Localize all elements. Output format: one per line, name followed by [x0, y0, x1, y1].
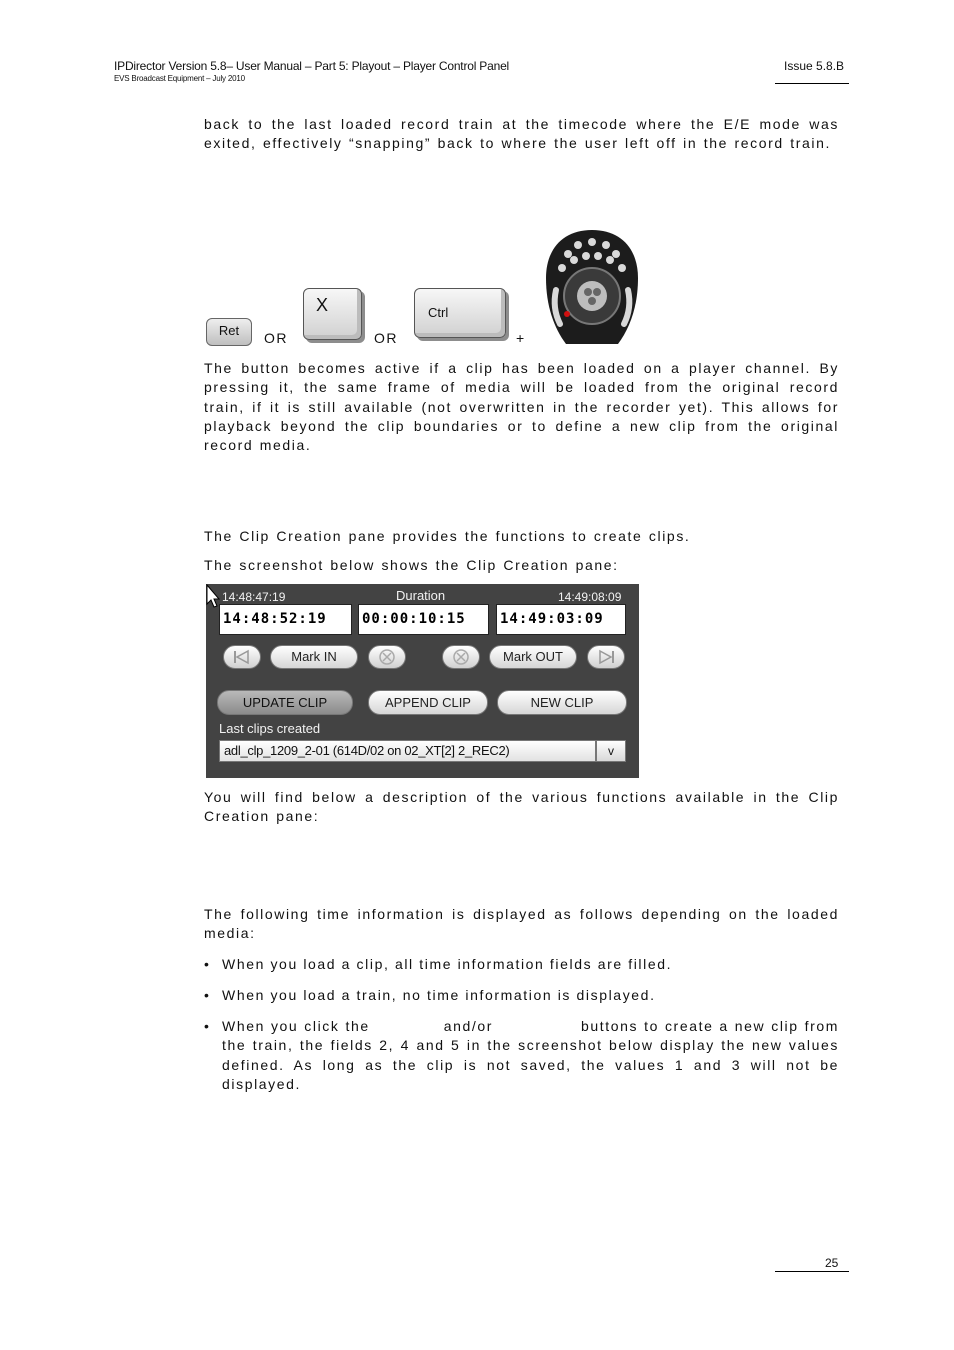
list-item-text: When you load a clip, all time information fields are filled. — [222, 956, 673, 972]
go-to-in-button[interactable] — [223, 645, 261, 669]
footer-rule — [775, 1271, 849, 1272]
go-to-out-button[interactable] — [587, 645, 625, 669]
page-number: 25 — [825, 1256, 839, 1270]
shuttle-remote-icon — [544, 228, 640, 348]
dropdown-arrow-button[interactable]: v — [596, 740, 626, 762]
list-item-text — [222, 1017, 839, 1094]
plus-label: + — [516, 330, 526, 346]
skip-to-end-icon — [588, 646, 624, 668]
bullet3-part-b: and/or — [443, 1018, 494, 1034]
append-clip-button[interactable]: APPEND CLIP — [368, 690, 488, 715]
x-keyboard-key — [303, 288, 362, 340]
mark-out-button[interactable]: Mark OUT — [489, 645, 577, 669]
clear-in-button[interactable] — [368, 645, 406, 669]
bullet-dot: • — [204, 956, 211, 972]
clear-icon — [369, 646, 405, 668]
clear-out-button[interactable] — [442, 645, 480, 669]
ctrl-keyboard-key — [414, 288, 506, 338]
list-item-text: When you load a train, no time information is displayed. — [222, 987, 656, 1003]
timecode-duration-field[interactable]: 00:00:10:15 — [358, 604, 489, 635]
new-clip-button[interactable]: NEW CLIP — [497, 690, 627, 715]
time-info-paragraph: The following time information is displayed as follows depending on the loaded media: — [204, 906, 839, 942]
update-clip-button[interactable]: UPDATE CLIP — [217, 690, 353, 715]
clip-creation-pane — [206, 584, 639, 778]
mouse-pointer-icon — [206, 584, 220, 608]
clip-creation-paragraph: The Clip Creation pane provides the functions to create clips. — [204, 528, 691, 544]
duration-label: Duration — [396, 588, 446, 603]
ret-paragraph: The button becomes active if a clip has been loaded on a player channel. By pressing it, the same frame of media will be loaded from the original record train, if it is still available (not overwritten in the recorder yet). This allows for playback beyond the clip boundaries or to define a new clip from the original record media. — [204, 360, 839, 454]
bullet3-part-a: When you click the — [222, 1018, 370, 1034]
x-key-label: X — [316, 295, 329, 315]
clear-icon — [443, 646, 479, 668]
or-label-2: OR — [374, 330, 398, 346]
bullet3-part-c: buttons to create a new clip from the train, the fields 2, 4 and 5 in the screenshot below display the new values defined. As long as the clip is not saved, the values 1 and 3 will not be displayed. — [222, 1018, 840, 1092]
bullet-dot: • — [204, 1018, 211, 1034]
header-title: IPDirector Version 5.8– User Manual – Part 5: Playout – Player Control Panel — [114, 59, 510, 73]
header-rule — [775, 83, 849, 84]
mark-in-button[interactable]: Mark IN — [270, 645, 358, 669]
bullet-dot: • — [204, 987, 211, 1003]
header-subtitle: EVS Broadcast Equipment – July 2010 — [114, 74, 245, 83]
timecode-out-field[interactable]: 14:49:03:09 — [496, 604, 626, 635]
ctrl-key-label: Ctrl — [428, 305, 449, 320]
last-clips-dropdown[interactable]: adl_clp_1209_2-01 (614D/02 on 02_XT[2] 2_REC2) — [219, 740, 596, 762]
skip-to-start-icon — [224, 646, 260, 668]
last-clips-label: Last clips created — [219, 721, 321, 736]
description-paragraph: You will find below a description of the various functions available in the Clip Creation pane: — [204, 789, 839, 825]
timecode-in-field[interactable]: 14:48:52:19 — [219, 604, 352, 635]
out-time-small: 14:49:08:09 — [558, 590, 622, 604]
header-issue: Issue 5.8.B — [784, 59, 845, 73]
shortcut-keys-row — [204, 228, 844, 348]
intro-paragraph: back to the last loaded record train at the timecode where the E/E mode was exited, effectively “snapping” back to where the user left off in the record train. — [204, 116, 839, 152]
or-label-1: OR — [264, 330, 288, 346]
screenshot-caption: The screenshot below shows the Clip Creation pane: — [204, 557, 619, 573]
ret-button: Ret — [206, 318, 252, 346]
in-time-small: 14:48:47:19 — [222, 590, 286, 604]
